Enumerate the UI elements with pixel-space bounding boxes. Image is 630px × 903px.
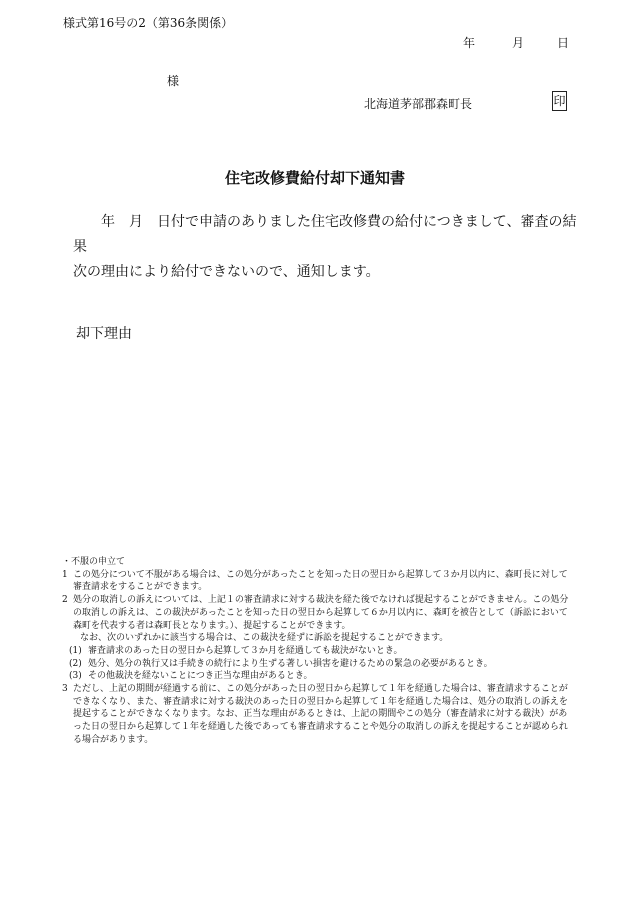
document-title: 住宅改修費給付却下通知書 bbox=[224, 169, 405, 187]
form-number: 様式第16号の2（第36条関係） bbox=[63, 16, 234, 30]
note-text: 処分の取消しの訴えについては、上記１の審査請求に対する裁決を経た後でなければ提起することができません。この処分の取消しの訴えは、この裁決があったことを知った日の翌日から起算して６か月以内に、森町を被告として（訴訟において森町を代表する者は森町長となります。）、提起することができます。 bbox=[73, 595, 569, 631]
date-day: 日 bbox=[557, 36, 570, 50]
note-num: 2 bbox=[62, 595, 68, 606]
note-item-2-continuation: なお、次のいずれかに該当する場合は、この裁決を経ずに訴訟を提起することができます。 bbox=[80, 633, 449, 644]
note-item-1 bbox=[62, 569, 574, 594]
note-item-3 bbox=[62, 683, 574, 747]
rejection-reason-label: 却下理由 bbox=[76, 326, 132, 342]
note-num: 3 bbox=[62, 684, 68, 695]
date-year: 年 bbox=[463, 36, 476, 50]
note-subitem-1 bbox=[69, 645, 574, 658]
note-text: この処分について不服がある場合は、この処分があったことを知った日の翌日から起算して３か月以内に、森町長に対して審査請求をすることができます。 bbox=[73, 569, 568, 593]
issuer-name: 北海道茅部郡森町長 bbox=[364, 97, 473, 111]
note-item-2 bbox=[62, 594, 574, 632]
subitem-text: 処分、処分の執行又は手続きの続行により生ずる著しい損害を避けるための緊急の必要があるとき。 bbox=[88, 658, 493, 669]
subitem-num: (3) bbox=[69, 671, 82, 682]
subitem-text: その他裁決を経ないことにつき正当な理由があるとき。 bbox=[88, 671, 313, 682]
note-subitem-2 bbox=[69, 658, 574, 671]
subitem-num: (2) bbox=[69, 658, 82, 669]
seal-box: 印 bbox=[552, 91, 567, 111]
appeal-notes bbox=[62, 556, 574, 747]
addressee-suffix: 様 bbox=[167, 74, 180, 88]
body-line-1: 年 月 日付で申請のありました住宅改修費の給付につきまして、審査の結果 bbox=[73, 214, 577, 255]
notice-body bbox=[73, 210, 583, 285]
note-text: ただし、上記の期間が経過する前に、この処分があった日の翌日から起算して１年を経過した場合は、審査請求することができなくなり、また、審査請求に対する裁決のあった日の翌日から起算して１年を経過した場合は、処分の取消しの訴えを提起することができなくなります。なお、正当な理由があるときは、上記の期間やこの処分（審査請求に対する裁決）があった日の翌日から起算して１年を経過した後であっても審査請求することや処分の取消しの訴えを提起することが認められる場合があります。 bbox=[73, 684, 568, 745]
subitem-text: 審査請求のあった日の翌日から起算して３か月を経過しても裁決がないとき。 bbox=[88, 645, 403, 656]
note-subitem-3 bbox=[69, 670, 574, 683]
date-month: 月 bbox=[512, 36, 525, 50]
notes-heading: ・不服の申立て bbox=[62, 557, 126, 567]
body-line-2: 次の理由により給付できないので、通知します。 bbox=[73, 264, 380, 280]
note-num: 1 bbox=[62, 569, 68, 580]
subitem-num: (1) bbox=[69, 645, 82, 656]
